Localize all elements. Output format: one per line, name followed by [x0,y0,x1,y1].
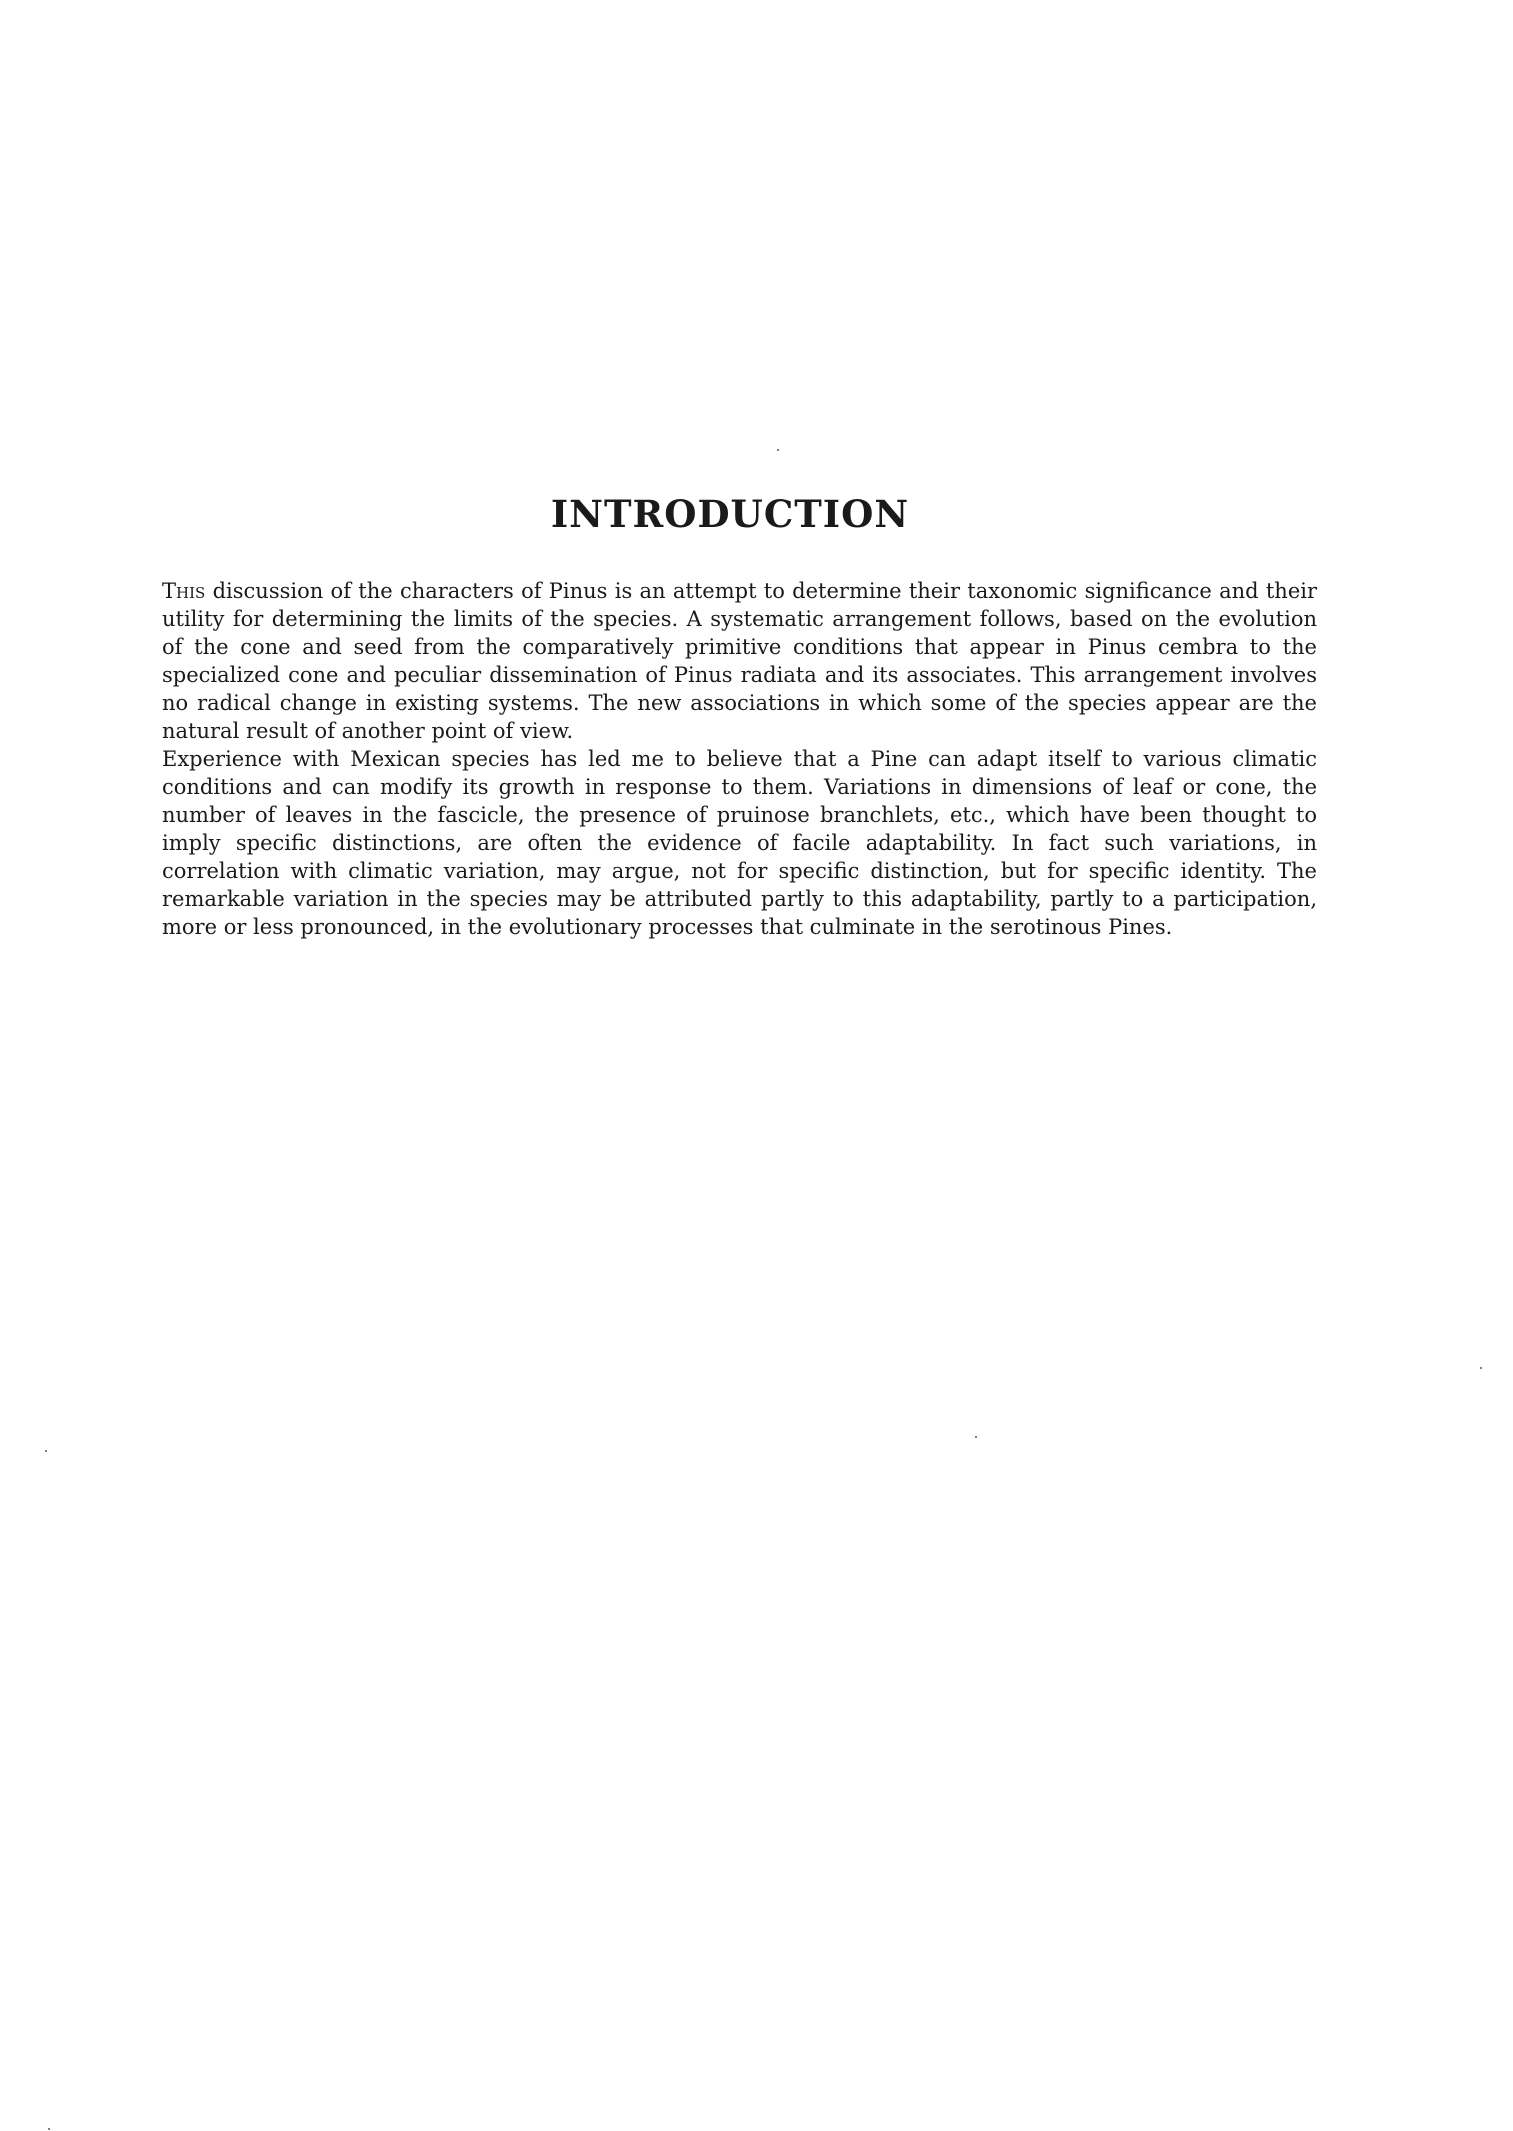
scan-speck [777,449,779,451]
scan-speck [1480,1367,1482,1369]
paragraph-1 [162,577,1317,745]
body-text [162,577,1317,941]
paragraph-1-text: discussion of the characters of Pinus is an attempt to determine their taxonomic significance and their utility for determining the limits of the species. A systematic arrangement follows, based on the evolution of the cone and seed from the comparatively primitive conditions that appear in Pinus cembra to the specialized cone and peculiar dissemination of Pinus radiata and its associates. This arrangement involves no radical change in existing systems. The new associations in which some of the species appear are the natural result of another point of view. [162,579,1317,743]
paragraph-2 [162,745,1317,941]
scan-speck [975,1436,977,1438]
paragraph-1-lead: This [162,579,206,603]
scan-speck [48,2128,50,2130]
page-title: INTRODUCTION [550,492,910,536]
paragraph-2-text: Experience with Mexican species has led me to believe that a Pine can adapt itself to various climatic conditions and can modify its growth in response to them. Variations in dimensions of leaf or cone, the number of leaves in the fascicle, the presence of pruinose branchlets, etc., which have been thought to imply specific distinctions, are often the evidence of facile adaptability. In fact such variations, in correlation with climatic variation, may argue, not for specific distinction, but for specific identity. The remarkable variation in the species may be attributed partly to this adaptability, partly to a participation, more or less pronounced, in the evolutionary processes that culminate in the serotinous Pines. [162,747,1317,939]
scan-speck [45,1450,47,1452]
